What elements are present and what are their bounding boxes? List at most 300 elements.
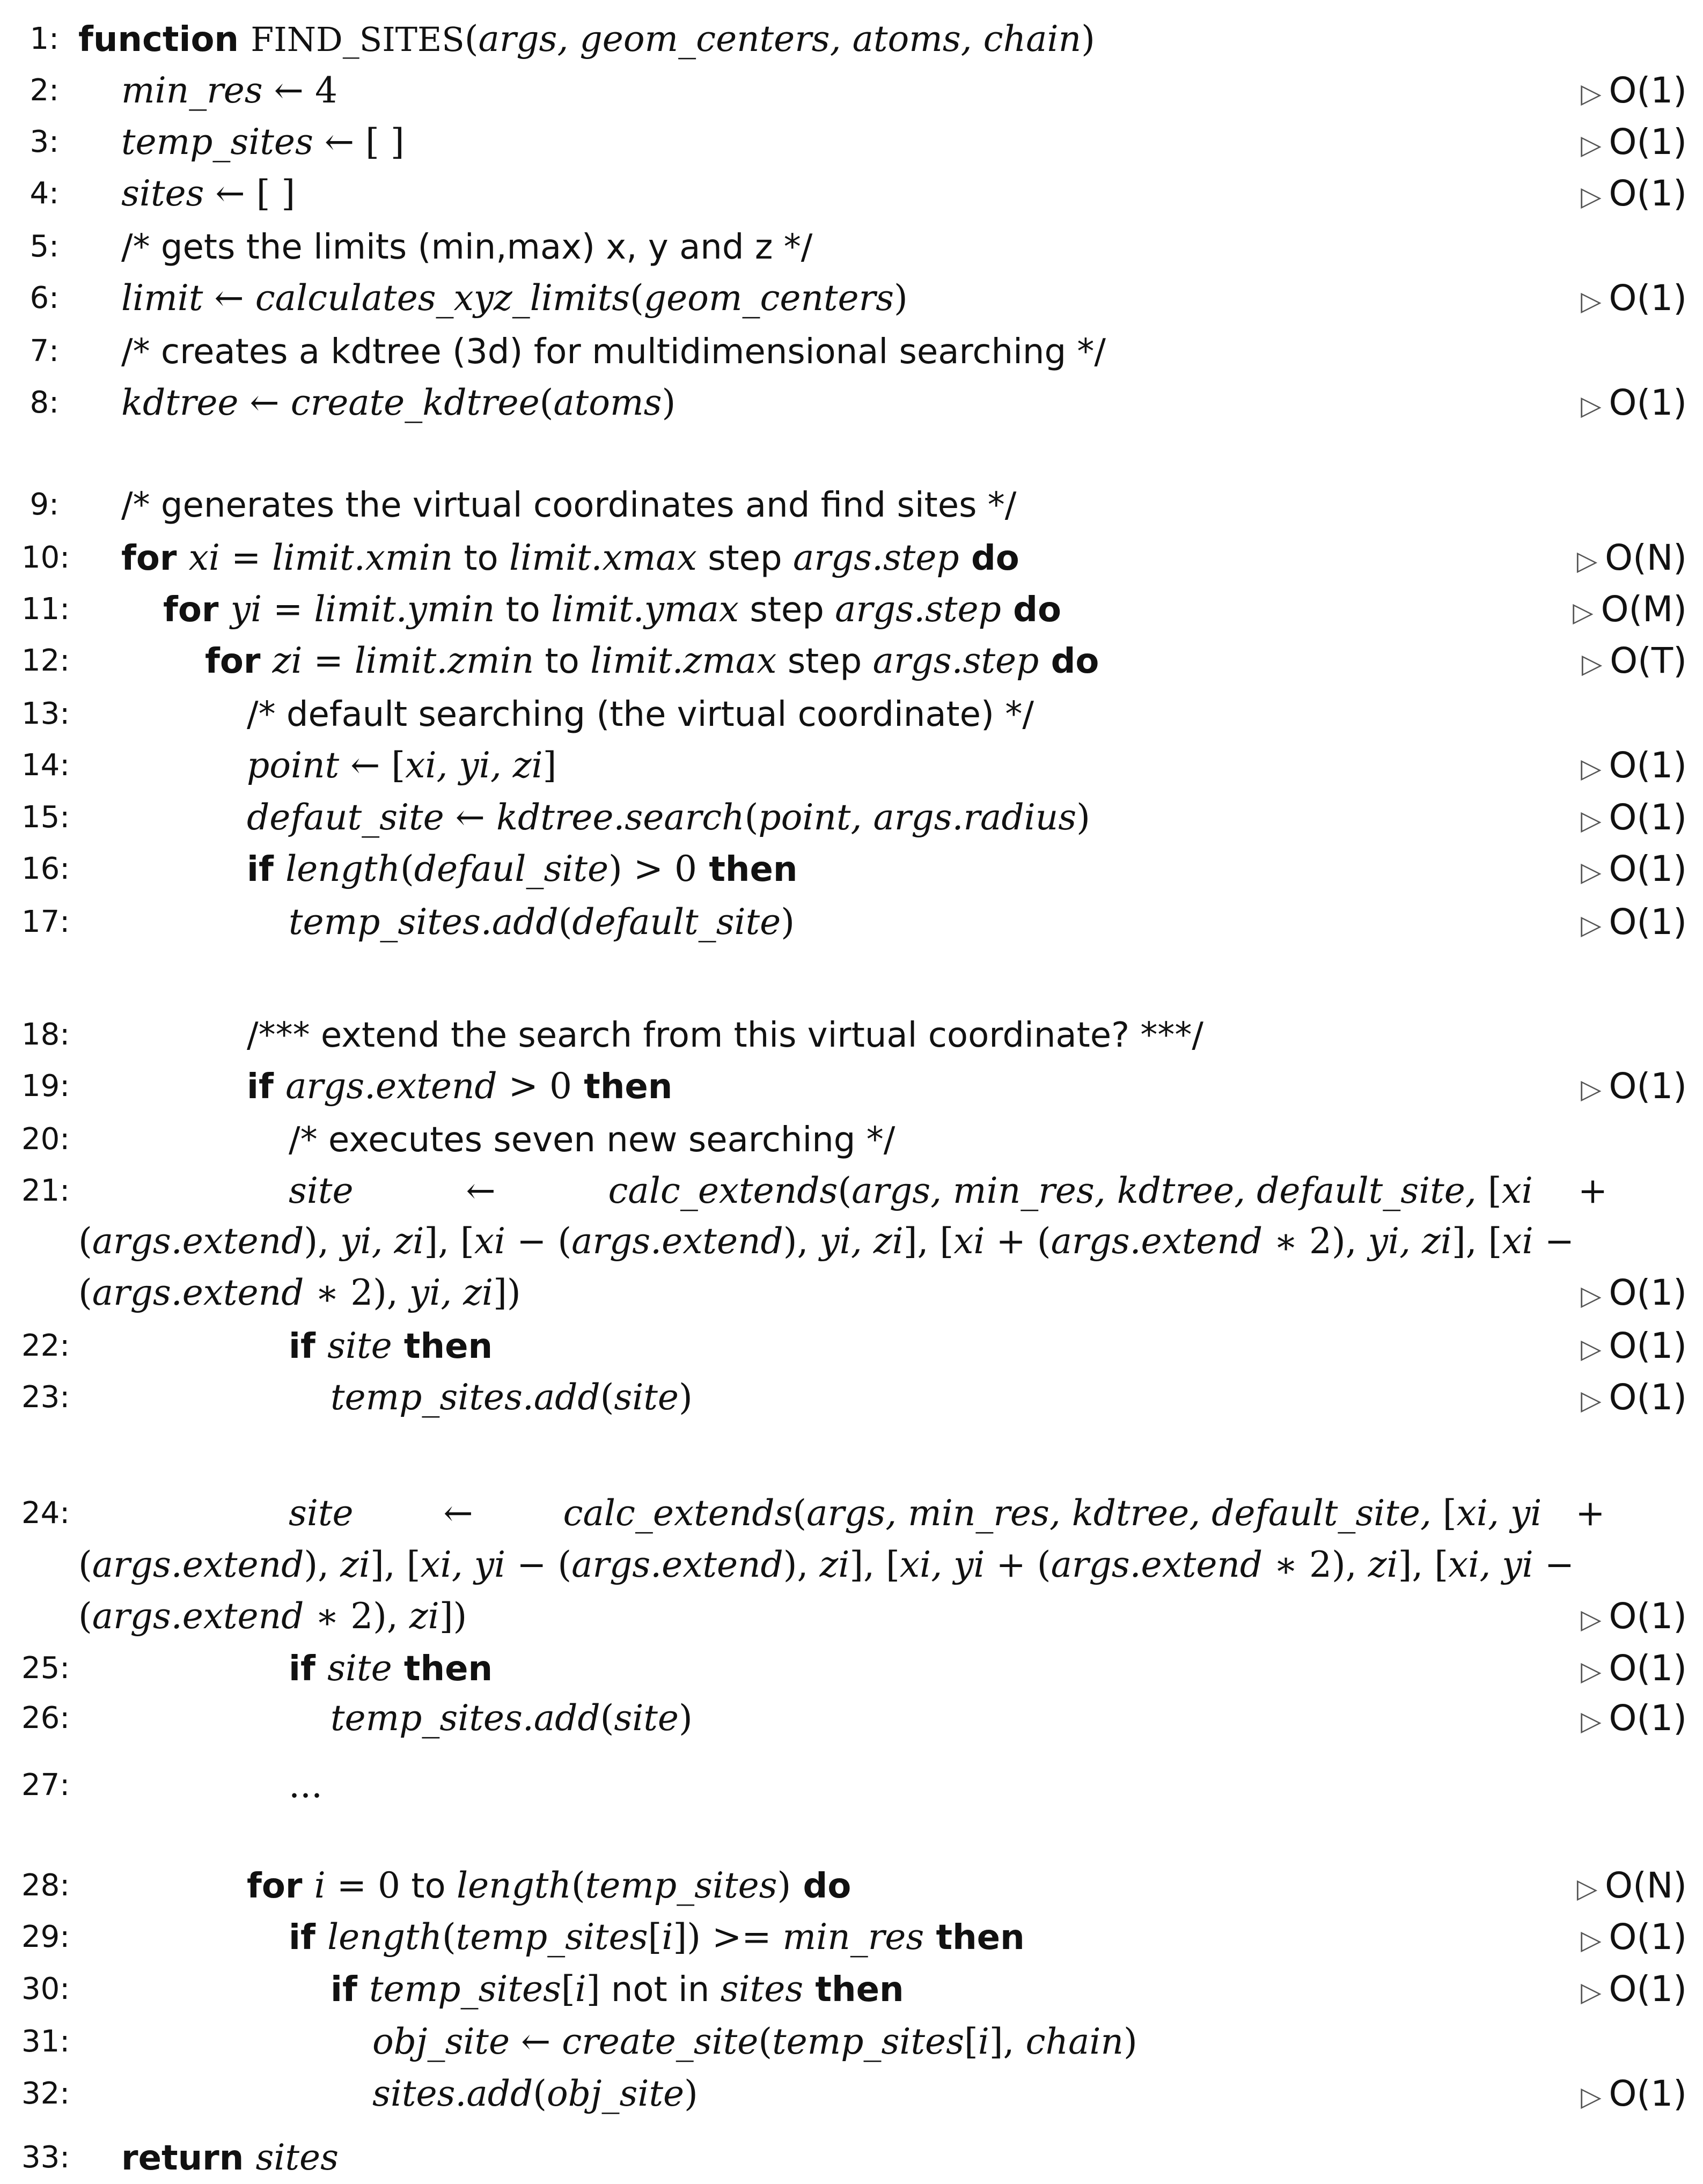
code-token-op: − — [1533, 1220, 1575, 1262]
code-token-op: ← — [444, 797, 496, 838]
line-number: 5: — [30, 229, 59, 264]
code-token-kw: then — [392, 1327, 493, 1366]
code-token-math: sites — [720, 1968, 804, 2010]
code-token-op: ← [ — [339, 745, 406, 786]
code-token-math: sites — [255, 2137, 339, 2178]
line-code — [78, 1591, 467, 1642]
code-token-math: args.extend — [1051, 1220, 1263, 1262]
code-token-op: = — [302, 640, 355, 681]
code-token-text: /* creates a kdtree (3d) for multidimensional searching */ — [121, 332, 1106, 372]
complexity-value: O(1) — [1609, 1377, 1687, 1418]
line-code — [78, 1216, 1574, 1267]
line-code — [331, 1372, 693, 1423]
complexity-value: O(1) — [1609, 1595, 1687, 1637]
code-token-op: ( — [838, 1170, 852, 1211]
code-token-op: > 0 — [497, 1065, 572, 1107]
line-number: 4: — [30, 176, 59, 211]
line-number: 9: — [30, 487, 59, 522]
line-code — [289, 1488, 1605, 1539]
code-token-op: ] — [542, 745, 557, 786]
code-token-math: limit — [121, 277, 203, 319]
code-token-op: ) — [781, 901, 795, 943]
code-token-math: yi, zi — [819, 1220, 904, 1262]
algorithm-line — [0, 688, 1703, 740]
code-token-math: site — [327, 1325, 392, 1366]
code-token-kw: for — [163, 590, 231, 630]
code-token-op: ( — [571, 1865, 585, 1906]
line-code — [205, 635, 1099, 687]
line-code — [121, 221, 812, 273]
code-token-op: ( — [630, 277, 644, 319]
comment-triangle-icon: ▷ — [1581, 1073, 1602, 1105]
code-token-math: args.step — [872, 640, 1039, 681]
algorithm-line-continuation — [0, 1267, 1703, 1319]
code-token-kw: return — [121, 2138, 256, 2178]
line-code — [121, 116, 405, 168]
code-token-op: ] — [586, 1968, 600, 2010]
algorithm-line — [0, 1009, 1703, 1061]
code-token-op: ( — [533, 2073, 547, 2114]
algorithm-line — [0, 1911, 1703, 1963]
line-number: 21: — [21, 1173, 70, 1208]
line-number: 25: — [21, 1651, 70, 1686]
code-token-op: = — [262, 589, 314, 630]
code-token-op: ( — [464, 18, 479, 60]
algorithm-line — [0, 116, 1703, 168]
line-number: 30: — [21, 1972, 70, 2006]
code-token-kw: do — [1001, 590, 1061, 630]
code-token-op: ) — [678, 1377, 693, 1418]
complexity-comment — [1581, 1911, 1687, 1966]
code-token-kw: for — [247, 1866, 314, 1906]
comment-triangle-icon: ▷ — [1581, 129, 1602, 160]
code-token-math: args.extend — [92, 1544, 304, 1585]
code-token-kw: then — [803, 1970, 904, 2010]
code-token-math: args.step — [835, 589, 1001, 630]
code-token-op: ← — [203, 277, 255, 319]
code-token-math: xi — [953, 1220, 985, 1262]
code-token-math: args.extend — [285, 1065, 497, 1107]
complexity-value: O(1) — [1609, 173, 1687, 214]
comment-triangle-icon: ▷ — [1581, 1604, 1602, 1635]
code-token-op: ( — [78, 1272, 92, 1313]
code-token-text: /* executes seven new searching */ — [289, 1120, 895, 1160]
line-code — [78, 1539, 1574, 1591]
code-token-math: site — [614, 1377, 679, 1418]
code-token-math: length — [456, 1865, 571, 1906]
code-token-kw: if — [289, 1649, 328, 1689]
algorithm-line — [0, 1693, 1703, 1744]
line-number: 6: — [30, 281, 59, 315]
code-token-math: i — [978, 2021, 989, 2062]
algorithm-line — [0, 1372, 1703, 1423]
code-token-math: length — [285, 848, 401, 889]
code-token-math: create_site — [562, 2021, 759, 2062]
comment-triangle-icon: ▷ — [1581, 285, 1602, 317]
line-code — [289, 1114, 895, 1166]
code-token-op: − ( — [505, 1220, 572, 1262]
code-token-op: ( — [400, 848, 414, 889]
code-token-text: to — [453, 539, 510, 578]
code-token-math: zi — [340, 1544, 370, 1585]
algorithm-line — [0, 65, 1703, 116]
code-token-op: ( — [792, 1492, 807, 1534]
line-code — [121, 377, 676, 429]
complexity-comment — [1581, 2068, 1687, 2122]
code-token-op: ( — [744, 797, 759, 838]
comment-triangle-icon: ▷ — [1576, 1873, 1598, 1904]
complexity-value: O(1) — [1609, 2073, 1687, 2114]
code-token-op: ( — [78, 1220, 92, 1262]
code-token-math: xi, yi, zi — [405, 745, 543, 786]
code-token-math: args.extend — [92, 1595, 304, 1637]
line-number: 3: — [30, 124, 59, 159]
algorithm-line — [0, 2132, 1703, 2183]
code-token-math: calc_extends — [608, 1170, 838, 1211]
code-token-op: [ — [1487, 1170, 1502, 1211]
algorithm-line — [0, 221, 1703, 273]
complexity-value: O(1) — [1609, 1916, 1687, 1958]
code-token-kw: do — [959, 539, 1019, 578]
line-code — [289, 1165, 1607, 1217]
line-number: 11: — [21, 592, 70, 627]
line-number: 14: — [21, 748, 70, 783]
code-token-op: ( — [78, 1595, 92, 1637]
complexity-value: O(1) — [1609, 901, 1687, 943]
comment-triangle-icon: ▷ — [1581, 909, 1602, 940]
code-token-op: ), — [304, 1220, 341, 1262]
line-code — [121, 168, 295, 219]
code-token-math: calc_extends — [563, 1492, 793, 1534]
code-token-math: temp_sites.add — [289, 901, 559, 943]
complexity-comment — [1577, 1860, 1687, 1914]
code-token-op: ← 4 — [262, 70, 337, 111]
complexity-comment — [1582, 635, 1687, 689]
comment-triangle-icon: ▷ — [1581, 805, 1602, 836]
code-token-kw: then — [924, 1918, 1025, 1958]
code-token-math: temp_sites — [121, 121, 313, 163]
line-number: 12: — [21, 643, 70, 678]
line-number: 1: — [30, 21, 59, 56]
algorithm-line-continuation — [0, 1591, 1703, 1642]
comment-triangle-icon: ▷ — [1573, 597, 1594, 628]
line-code — [289, 1760, 322, 1811]
line-number: 32: — [21, 2076, 70, 2111]
code-token-math: yi, zi — [340, 1220, 424, 1262]
complexity-value: O(M) — [1601, 589, 1687, 630]
line-code — [289, 1643, 493, 1695]
code-token-math: args.extend — [92, 1220, 304, 1262]
code-token-op: = — [220, 537, 273, 578]
code-token-math: atoms — [553, 382, 662, 423]
code-token-op: ← — [510, 2021, 562, 2062]
algorithm-line — [0, 843, 1703, 895]
line-code — [247, 688, 1034, 740]
code-token-math: zi — [409, 1595, 439, 1637]
complexity-value: O(1) — [1609, 121, 1687, 163]
code-token-math: args, min_res, kdtree, default_site, — [806, 1492, 1443, 1534]
code-token-math: temp_sites.add — [331, 1697, 600, 1739]
line-code — [247, 740, 556, 791]
code-token-op: [ — [561, 1968, 575, 2010]
complexity-comment — [1581, 1061, 1687, 1115]
code-token-math: args.step — [792, 537, 959, 578]
complexity-comment — [1581, 1591, 1687, 1645]
line-number: 16: — [21, 851, 70, 886]
code-token-text: /* gets the limits (min,max) x, y and z */ — [121, 227, 813, 267]
algorithm-line-continuation — [0, 1216, 1703, 1267]
algorithm-line — [0, 896, 1703, 948]
line-number: 10: — [21, 540, 70, 575]
code-token-math: site — [614, 1697, 679, 1739]
code-token-math: yi — [230, 589, 262, 630]
complexity-comment — [1577, 532, 1687, 586]
code-token-text: to — [495, 590, 552, 630]
complexity-comment — [1581, 740, 1687, 794]
complexity-value: O(1) — [1609, 1968, 1687, 2010]
code-token-op: ← — [238, 382, 291, 423]
code-token-op: ) — [1076, 797, 1090, 838]
code-token-math: xi — [188, 537, 220, 578]
line-code — [78, 1267, 521, 1319]
code-token-math: limit.ymax — [551, 589, 739, 630]
code-token-math: min_res — [782, 1916, 924, 1958]
complexity-comment — [1581, 896, 1687, 951]
code-token-op: ( — [600, 1697, 614, 1739]
complexity-value: O(N) — [1605, 537, 1687, 578]
line-number: 2: — [30, 73, 59, 108]
complexity-value: O(1) — [1609, 1065, 1687, 1107]
line-number: 22: — [21, 1328, 70, 1363]
code-token-math: obj_site — [547, 2073, 685, 2114]
line-number: 23: — [21, 1380, 70, 1415]
line-number: 28: — [21, 1868, 70, 1903]
line-number: 18: — [21, 1017, 70, 1052]
code-token-op: ( — [442, 1916, 456, 1958]
line-number: 19: — [21, 1069, 70, 1104]
code-token-op: ) — [684, 2073, 698, 2114]
code-token-math: yi, zi — [409, 1272, 494, 1313]
code-token-math: site — [289, 1170, 354, 1211]
comment-triangle-icon: ▷ — [1581, 1333, 1602, 1364]
line-code — [289, 1320, 493, 1372]
comment-triangle-icon: ▷ — [1581, 78, 1602, 109]
code-token-op: ), — [783, 1220, 820, 1262]
complexity-comment — [1581, 273, 1687, 327]
complexity-value: O(T) — [1610, 640, 1687, 681]
code-token-kw: then — [392, 1649, 493, 1689]
code-token-kw: for — [121, 539, 189, 578]
code-token-op: ) — [662, 382, 676, 423]
code-token-op: ) — [678, 1697, 693, 1739]
code-token-math: site — [289, 1492, 354, 1534]
code-token-math: xi — [474, 1220, 506, 1262]
code-token-text: /* default searching (the virtual coordinate) */ — [247, 695, 1034, 734]
complexity-comment — [1581, 843, 1687, 898]
complexity-value: O(1) — [1609, 745, 1687, 786]
code-token-op: ], [ — [370, 1544, 421, 1585]
code-token-op: − ( — [505, 1544, 572, 1585]
code-token-op: ← [ ] — [313, 121, 405, 163]
line-code — [78, 13, 1095, 65]
code-token-op: [ — [648, 1916, 662, 1958]
complexity-comment — [1581, 65, 1687, 119]
code-token-math: min_res — [121, 70, 263, 111]
line-code — [331, 1964, 904, 2016]
code-token-op: ), — [304, 1544, 341, 1585]
line-code — [247, 1061, 672, 1113]
comment-triangle-icon: ▷ — [1581, 856, 1602, 887]
line-number: 8: — [30, 385, 59, 420]
complexity-value: O(1) — [1609, 1648, 1687, 1689]
comment-triangle-icon: ▷ — [1581, 753, 1602, 784]
algorithm-line — [0, 2068, 1703, 2120]
line-number: 7: — [30, 334, 59, 369]
line-number: 15: — [21, 800, 70, 835]
code-token-math: args.extend — [571, 1544, 783, 1585]
code-token-math: xi, yi — [1456, 1492, 1542, 1534]
code-token-op: ( — [600, 1377, 614, 1418]
code-token-text: step — [739, 590, 835, 630]
algorithm-line — [0, 1061, 1703, 1112]
comment-triangle-icon: ▷ — [1581, 1385, 1602, 1416]
code-token-op: ], [ — [1398, 1544, 1449, 1585]
comment-triangle-icon: ▷ — [1581, 1705, 1602, 1737]
code-token-math: temp_sites — [772, 2021, 964, 2062]
code-token-op: ) — [1081, 18, 1095, 60]
code-token-op: ( — [558, 901, 572, 943]
complexity-comment — [1581, 1267, 1687, 1321]
code-token-sc: FIND_SITES — [251, 20, 465, 59]
code-token-op: + — [1532, 1170, 1608, 1211]
code-token-op: ( — [539, 382, 554, 423]
code-token-math: zi — [1368, 1544, 1398, 1585]
line-code — [372, 2016, 1137, 2068]
line-code — [331, 1693, 693, 1744]
line-code — [247, 1009, 1203, 1061]
code-token-math: limit.zmax — [590, 640, 777, 681]
algorithm-line — [0, 1860, 1703, 1911]
complexity-value: O(1) — [1609, 848, 1687, 889]
line-code — [247, 792, 1090, 843]
comment-triangle-icon: ▷ — [1581, 181, 1602, 212]
code-token-math: temp_sites — [456, 1916, 648, 1958]
code-token-kw: if — [247, 1067, 286, 1107]
code-token-op: ) > 0 — [608, 848, 698, 889]
code-token-math: limit.ymin — [314, 589, 495, 630]
code-token-math: i — [662, 1916, 673, 1958]
code-token-kw: then — [697, 850, 798, 889]
code-token-math: sites — [121, 173, 204, 214]
line-code — [289, 896, 795, 948]
code-token-math: limit.zmin — [354, 640, 534, 681]
code-token-kw: then — [571, 1067, 673, 1107]
code-token-text: not in — [600, 1970, 721, 2010]
comment-triangle-icon: ▷ — [1581, 1924, 1602, 1955]
line-number: 24: — [21, 1496, 70, 1531]
code-token-math: point, args.radius — [758, 797, 1077, 838]
complexity-comment — [1581, 116, 1687, 171]
code-token-math: xi, yi — [1448, 1544, 1533, 1585]
code-token-math: chain — [1025, 2021, 1124, 2062]
code-token-math: kdtree.search — [496, 797, 745, 838]
code-token-op: ], [ — [1451, 1220, 1502, 1262]
algorithm-line — [0, 1114, 1703, 1165]
complexity-comment — [1581, 1964, 1687, 2018]
code-token-op: + — [1541, 1492, 1605, 1534]
code-token-op: ], [ — [424, 1220, 474, 1262]
code-token-math: default_site — [572, 901, 781, 943]
code-token-op: − — [1533, 1544, 1575, 1585]
line-number: 31: — [21, 2024, 70, 2059]
code-token-math: geom_centers — [643, 277, 894, 319]
code-token-math: calculates_xyz_limits — [255, 277, 630, 319]
line-number: 13: — [21, 696, 70, 731]
complexity-comment — [1581, 792, 1687, 846]
code-token-op: ← [ ] — [204, 173, 296, 214]
code-token-math: args, min_res, kdtree, default_site, — [852, 1170, 1488, 1211]
algorithm-line — [0, 1165, 1703, 1217]
algorithm-line — [0, 635, 1703, 687]
code-token-op: ], [ — [849, 1544, 900, 1585]
complexity-comment — [1573, 584, 1687, 638]
code-token-math: defaul_site — [414, 848, 609, 889]
line-number: 26: — [21, 1701, 70, 1736]
code-token-op: ← — [353, 1492, 563, 1534]
code-token-math: zi — [819, 1544, 850, 1585]
comment-triangle-icon: ▷ — [1581, 1976, 1602, 2007]
complexity-comment — [1581, 1372, 1687, 1426]
line-code — [247, 843, 797, 895]
code-token-op: [ — [964, 2021, 978, 2062]
code-token-math: args, geom_centers, atoms, chain — [478, 18, 1082, 60]
line-number: 33: — [21, 2140, 70, 2175]
code-token-kw: if — [247, 850, 286, 889]
line-number: 20: — [21, 1122, 70, 1157]
code-token-kw: if — [331, 1970, 370, 2010]
code-token-op: ]) — [439, 1595, 467, 1637]
complexity-value: O(1) — [1609, 1697, 1687, 1739]
code-token-math: i — [575, 1968, 586, 2010]
comment-triangle-icon: ▷ — [1581, 1656, 1602, 1687]
code-token-math: xi — [1501, 1170, 1533, 1211]
complexity-comment — [1581, 377, 1687, 431]
comment-triangle-icon: ▷ — [1581, 2081, 1602, 2112]
comment-triangle-icon: ▷ — [1581, 648, 1603, 679]
complexity-value: O(1) — [1609, 1272, 1687, 1313]
code-token-op: ( — [78, 1544, 92, 1585]
comment-triangle-icon: ▷ — [1581, 390, 1602, 421]
algorithm-line — [0, 532, 1703, 584]
complexity-comment — [1581, 1643, 1687, 1697]
code-token-kw: do — [1039, 642, 1099, 681]
code-token-math: site — [327, 1648, 392, 1689]
code-token-op: ∗ 2), — [304, 1272, 409, 1313]
code-token-math: obj_site — [372, 2021, 510, 2062]
complexity-comment — [1581, 1693, 1687, 1747]
code-token-math: sites.add — [372, 2073, 533, 2114]
code-token-kw: for — [205, 642, 273, 681]
code-token-op: ∗ 2), — [304, 1595, 409, 1637]
code-token-math: create_kdtree — [290, 382, 540, 423]
algorithm-line — [0, 326, 1703, 377]
line-code — [247, 1860, 851, 1912]
code-token-op: + ( — [985, 1544, 1051, 1585]
comment-triangle-icon: ▷ — [1581, 1280, 1602, 1311]
algorithm-line — [0, 584, 1703, 635]
code-token-kw: if — [289, 1327, 328, 1366]
line-code — [121, 2132, 339, 2184]
